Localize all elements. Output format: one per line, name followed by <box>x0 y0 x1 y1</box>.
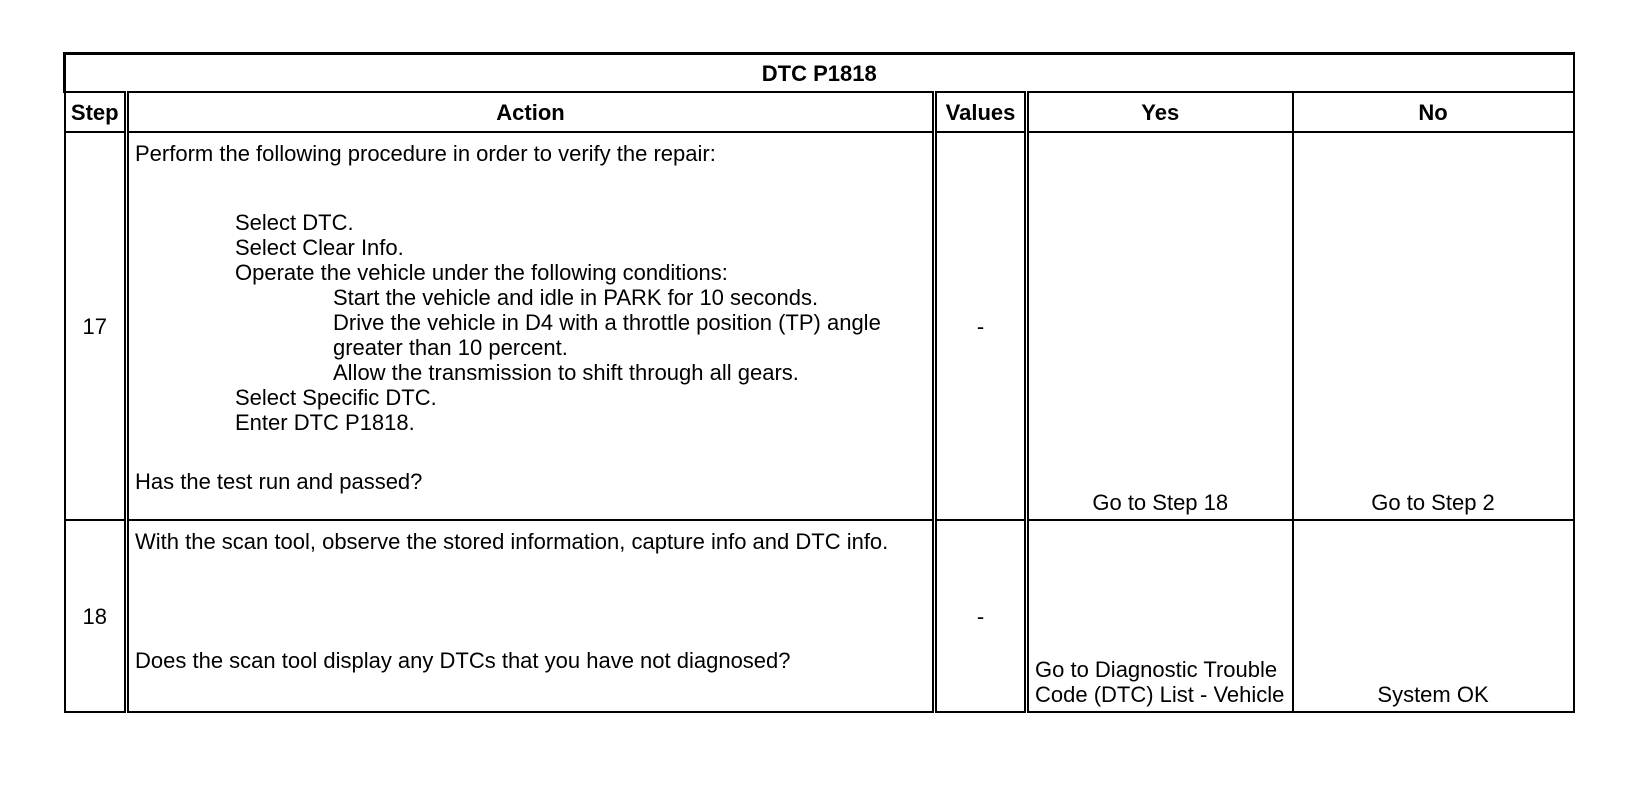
no-result: Go to Step 2 <box>1293 132 1574 520</box>
action-step-item: Select Specific DTC. <box>235 385 437 410</box>
yes-result: Go to Diagnostic Trouble Code (DTC) List - Vehicle <box>1027 520 1293 712</box>
values-cell: - <box>935 132 1027 520</box>
diagnostic-table <box>63 52 1575 713</box>
action-cell <box>127 520 935 712</box>
table-row-step-17 <box>65 132 1574 520</box>
action-intro: With the scan tool, observe the stored information, capture info and DTC info. <box>135 529 889 554</box>
action-substep-item: Start the vehicle and idle in PARK for 10 seconds. <box>333 285 819 310</box>
step-number: 17 <box>65 132 127 520</box>
action-step-item: Select Clear Info. <box>235 235 404 260</box>
yes-result: Go to Step 18 <box>1027 132 1293 520</box>
step-number: 18 <box>65 520 127 712</box>
action-cell <box>127 132 935 520</box>
diagnostic-table-container <box>63 52 1572 713</box>
action-intro: Perform the following procedure in order to verify the repair: <box>135 141 716 166</box>
header-action: Action <box>127 92 935 132</box>
action-substep-item: Allow the transmission to shift through all gears. <box>333 360 799 385</box>
action-substep-item: Drive the vehicle in D4 with a throttle position (TP) angle greater than 10 percent. <box>333 310 881 360</box>
action-question: Has the test run and passed? <box>135 469 423 494</box>
values-cell: - <box>935 520 1027 712</box>
header-step: Step <box>65 92 127 132</box>
table-title: DTC P1818 <box>65 54 1574 93</box>
action-step-item: Operate the vehicle under the following conditions: <box>235 260 728 285</box>
table-row-step-18 <box>65 520 1574 712</box>
header-values: Values <box>935 92 1027 132</box>
action-question: Does the scan tool display any DTCs that you have not diagnosed? <box>135 648 791 673</box>
action-step-item: Enter DTC P1818. <box>235 410 415 435</box>
header-yes: Yes <box>1027 92 1293 132</box>
no-result: System OK <box>1293 520 1574 712</box>
action-step-item: Select DTC. <box>235 210 354 235</box>
header-no: No <box>1293 92 1574 132</box>
